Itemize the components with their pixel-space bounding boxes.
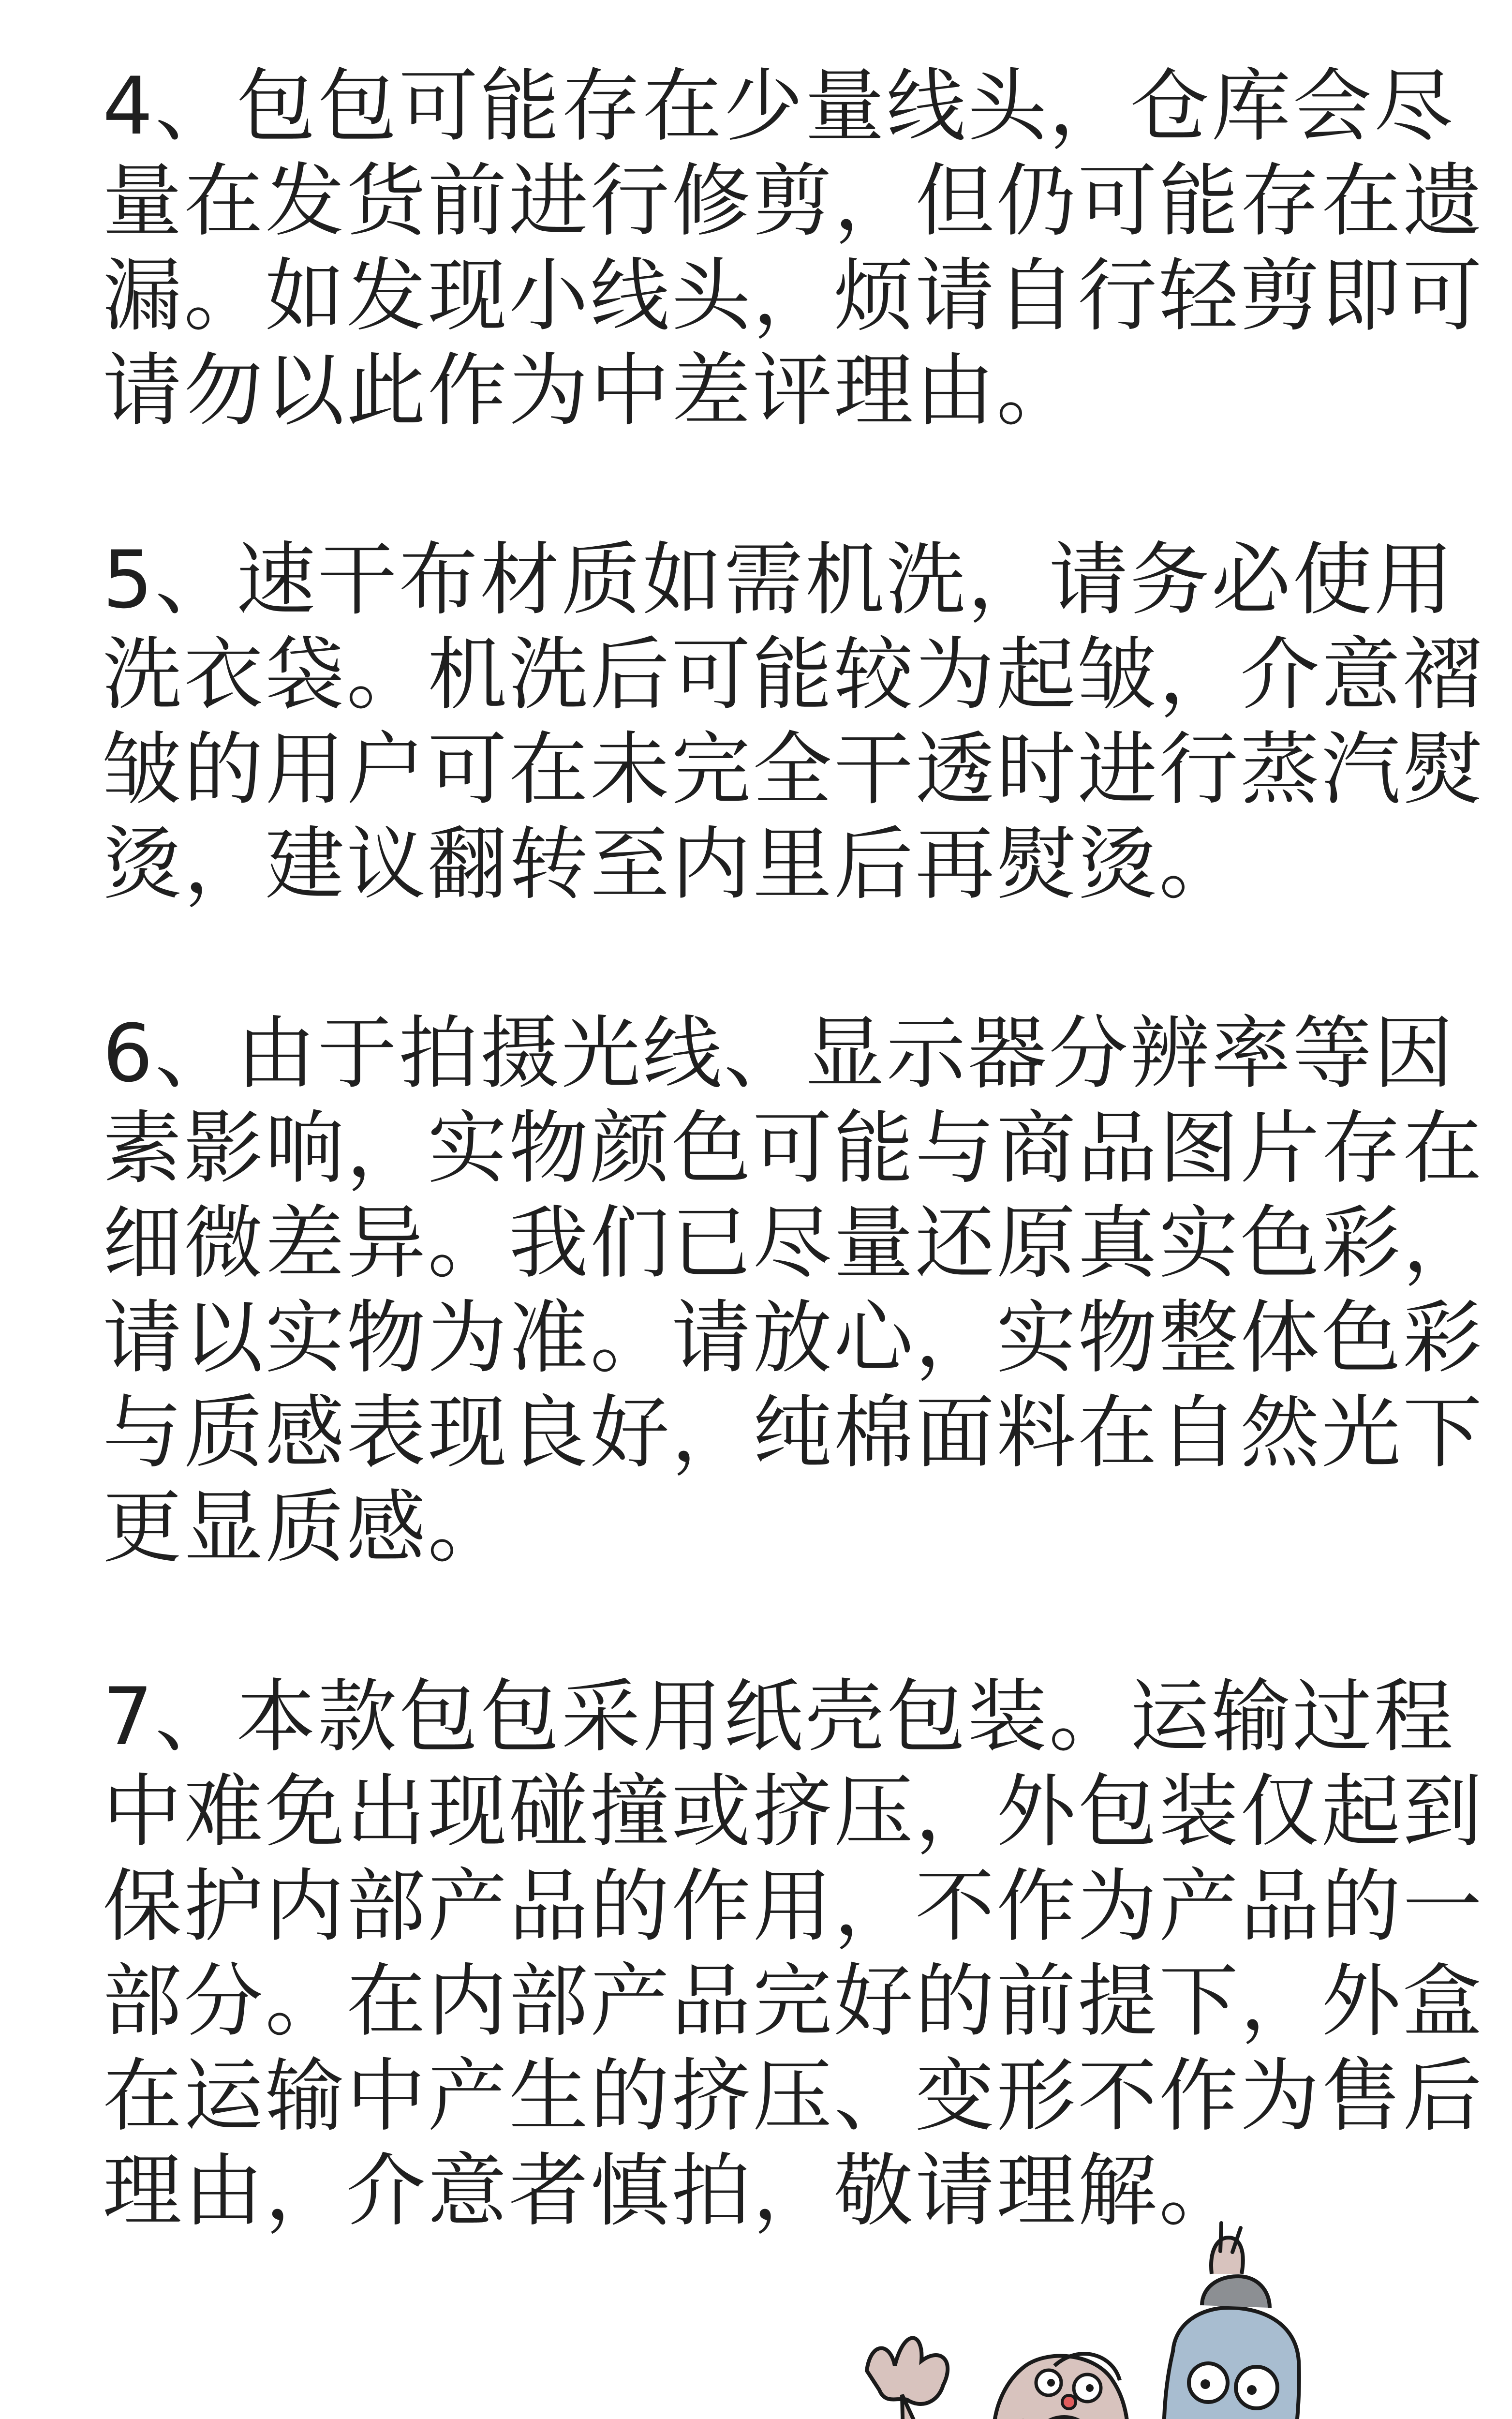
notice-line: 量在发货前进行修剪，但仍可能存在遗 [103, 155, 1484, 247]
notice-item-5 [103, 533, 1484, 912]
notice-text-block [103, 59, 1484, 2239]
notice-line: 6、由于拍摄光线、显示器分辨率等因 [103, 1007, 1455, 1100]
notice-item-4 [103, 59, 1484, 438]
notice-line: 在运输中产生的挤压、变形不作为售后 [103, 2050, 1484, 2142]
notice-line: 漏。如发现小线头，烦请自行轻剪即可 [103, 250, 1484, 342]
cartoon-dog-icon [867, 2338, 1132, 2419]
notice-line: 更显质感。 [103, 1481, 509, 1574]
notice-item-6 [103, 1006, 1484, 1575]
notice-line: 请勿以此作为中差评理由。 [103, 344, 1078, 437]
notice-line: 中难免出现碰撞或挤压，外包装仅起到 [103, 1765, 1484, 1858]
cartoon-robot-icon [1156, 2223, 1401, 2419]
notice-line: 皱的用户可在未完全干透时进行蒸汽熨 [103, 723, 1484, 816]
notice-line: 5、速干布材质如需机洗，请务必使用 [103, 534, 1455, 626]
notice-line: 4、包包可能存在少量线头，仓库会尽 [103, 60, 1455, 152]
notice-line: 烫，建议翻转至内里后再熨烫。 [103, 818, 1241, 911]
notice-line: 部分。在内部产品完好的前提下，外盒 [103, 1955, 1484, 2047]
notice-line: 与质感表现良好，纯棉面料在自然光下 [103, 1387, 1484, 1479]
notice-line: 保护内部产品的作用，不作为产品的一 [103, 1860, 1484, 1953]
dog-and-robot-illustration [861, 2153, 1512, 2419]
notice-line: 细微差异。我们已尽量还原真实色彩， [103, 1197, 1484, 1289]
notice-line: 请以实物为准。请放心，实物整体色彩 [103, 1292, 1484, 1384]
notice-line: 7、本款包包采用纸壳包装。运输过程 [103, 1671, 1455, 1763]
notice-line: 素影响，实物颜色可能与商品图片存在 [103, 1102, 1484, 1195]
notice-line: 理由，介意者慎拍，敬请理解。 [103, 2145, 1241, 2237]
notice-line: 洗衣袋。机洗后可能较为起皱，介意褶 [103, 628, 1484, 721]
